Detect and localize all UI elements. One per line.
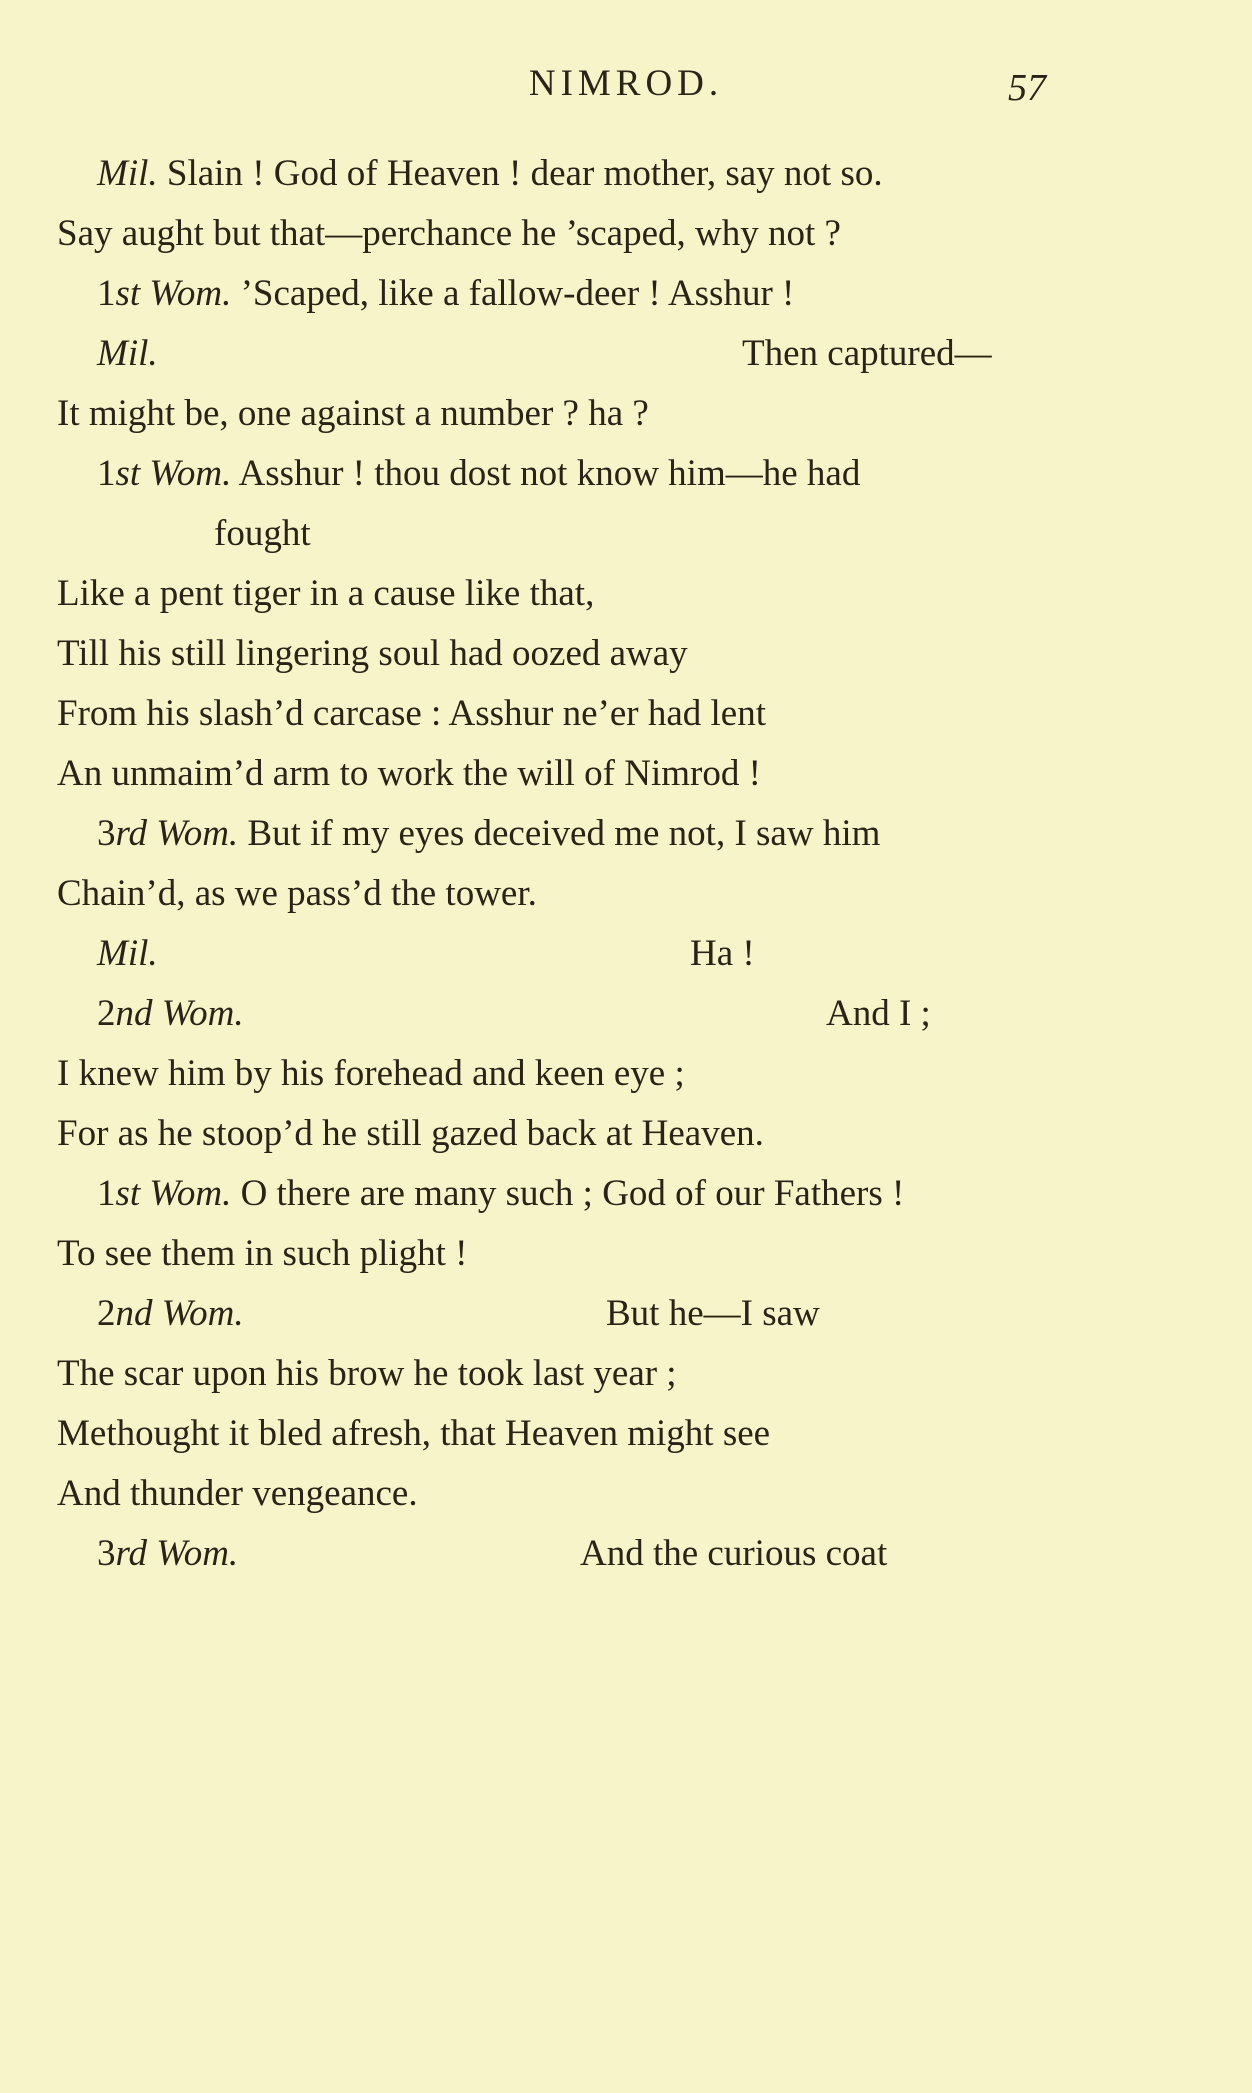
speaker-suffix: nd Wom. xyxy=(115,1293,244,1334)
verse-line xyxy=(97,992,244,1036)
page-number: 57 xyxy=(1008,67,1046,109)
verse-line xyxy=(57,632,688,676)
line-text: From his slash’d carcase : Asshur ne’er had lent xyxy=(57,693,766,734)
speaker-suffix: rd Wom. xyxy=(115,1533,239,1574)
line-text: Like a pent tiger in a cause like that, xyxy=(57,573,595,614)
verse-line xyxy=(57,1412,770,1456)
verse-line xyxy=(97,812,880,856)
line-text: ’Scaped, like a fallow-deer ! Asshur ! xyxy=(240,273,795,314)
line-text: I knew him by his forehead and keen eye ; xyxy=(57,1053,685,1094)
speaker-number: 3 xyxy=(97,1533,116,1574)
speaker-number: 2 xyxy=(97,1293,116,1334)
speaker-label xyxy=(97,1533,238,1574)
speaker-number: 3 xyxy=(97,813,116,854)
verse-line xyxy=(57,872,537,916)
speaker-suffix: st Wom. xyxy=(115,273,232,314)
line-text: Then captured— xyxy=(742,333,992,374)
speaker-suffix: st Wom. xyxy=(115,453,232,494)
verse-line xyxy=(97,1532,238,1576)
line-text: Slain ! God of Heaven ! dear mother, say not so. xyxy=(166,153,883,194)
speaker-number: 1 xyxy=(97,273,116,314)
verse-line xyxy=(57,1472,418,1516)
verse-line-continuation xyxy=(826,992,931,1036)
verse-line xyxy=(97,1292,244,1336)
speaker-label xyxy=(97,1173,231,1214)
line-text: To see them in such plight ! xyxy=(57,1233,468,1274)
verse-line xyxy=(97,1172,904,1216)
verse-line xyxy=(57,212,841,256)
verse-runover xyxy=(214,512,311,556)
verse-line xyxy=(57,1352,677,1396)
line-text: But if my eyes deceived me not, I saw him xyxy=(247,813,881,854)
line-text: And thunder vengeance. xyxy=(57,1473,418,1514)
line-text: For as he stoop’d he still gazed back at Heaven. xyxy=(57,1113,764,1154)
line-text: O there are many such ; God of our Fathers ! xyxy=(240,1173,905,1214)
verse-line xyxy=(57,1052,685,1096)
speaker-label xyxy=(97,993,244,1034)
line-text: Till his still lingering soul had oozed away xyxy=(57,633,688,674)
line-text: Ha ! xyxy=(690,933,755,974)
verse-line xyxy=(57,392,649,436)
speaker-suffix: rd Wom. xyxy=(115,813,239,854)
verse-line-continuation xyxy=(742,332,992,376)
speaker-number: 1 xyxy=(97,453,116,494)
line-text: Chain’d, as we pass’d the tower. xyxy=(57,873,537,914)
speaker-label xyxy=(97,273,231,314)
speaker-label xyxy=(97,453,231,494)
speaker-label: Mil. xyxy=(97,933,158,974)
line-text: It might be, one against a number ? ha ? xyxy=(57,393,649,434)
line-text: fought xyxy=(214,513,311,554)
speaker-label: Mil. xyxy=(97,153,158,194)
line-text: Asshur ! thou dost not know him—he had xyxy=(238,453,861,494)
verse-line xyxy=(97,932,158,976)
line-text: An unmaim’d arm to work the will of Nimrod ! xyxy=(57,753,761,794)
speaker-suffix: nd Wom. xyxy=(115,993,244,1034)
line-text: And the curious coat xyxy=(580,1533,888,1574)
verse-line xyxy=(97,452,860,496)
speaker-label xyxy=(97,1293,244,1334)
verse-line-continuation xyxy=(690,932,755,976)
verse-line xyxy=(57,692,766,736)
speaker-number: 2 xyxy=(97,993,116,1034)
running-head: NIMROD. xyxy=(528,63,724,104)
verse-line xyxy=(57,752,761,796)
speaker-suffix: st Wom. xyxy=(115,1173,232,1214)
line-text: Say aught but that—perchance he ’scaped, why not ? xyxy=(57,213,841,254)
verse-line xyxy=(97,152,883,196)
verse-line xyxy=(57,572,594,616)
verse-line-continuation xyxy=(606,1292,820,1336)
line-text: But he—I saw xyxy=(606,1293,820,1334)
line-text: The scar upon his brow he took last year ; xyxy=(57,1353,677,1394)
speaker-label xyxy=(97,813,238,854)
line-text: Methought it bled afresh, that Heaven might see xyxy=(57,1413,771,1454)
verse-line xyxy=(97,272,794,316)
verse-line xyxy=(57,1112,764,1156)
verse-line xyxy=(97,332,158,376)
speaker-number: 1 xyxy=(97,1173,116,1214)
verse-line-continuation xyxy=(580,1532,887,1576)
line-text: And I ; xyxy=(826,993,931,1034)
verse-line xyxy=(57,1232,468,1276)
speaker-label: Mil. xyxy=(97,333,158,374)
